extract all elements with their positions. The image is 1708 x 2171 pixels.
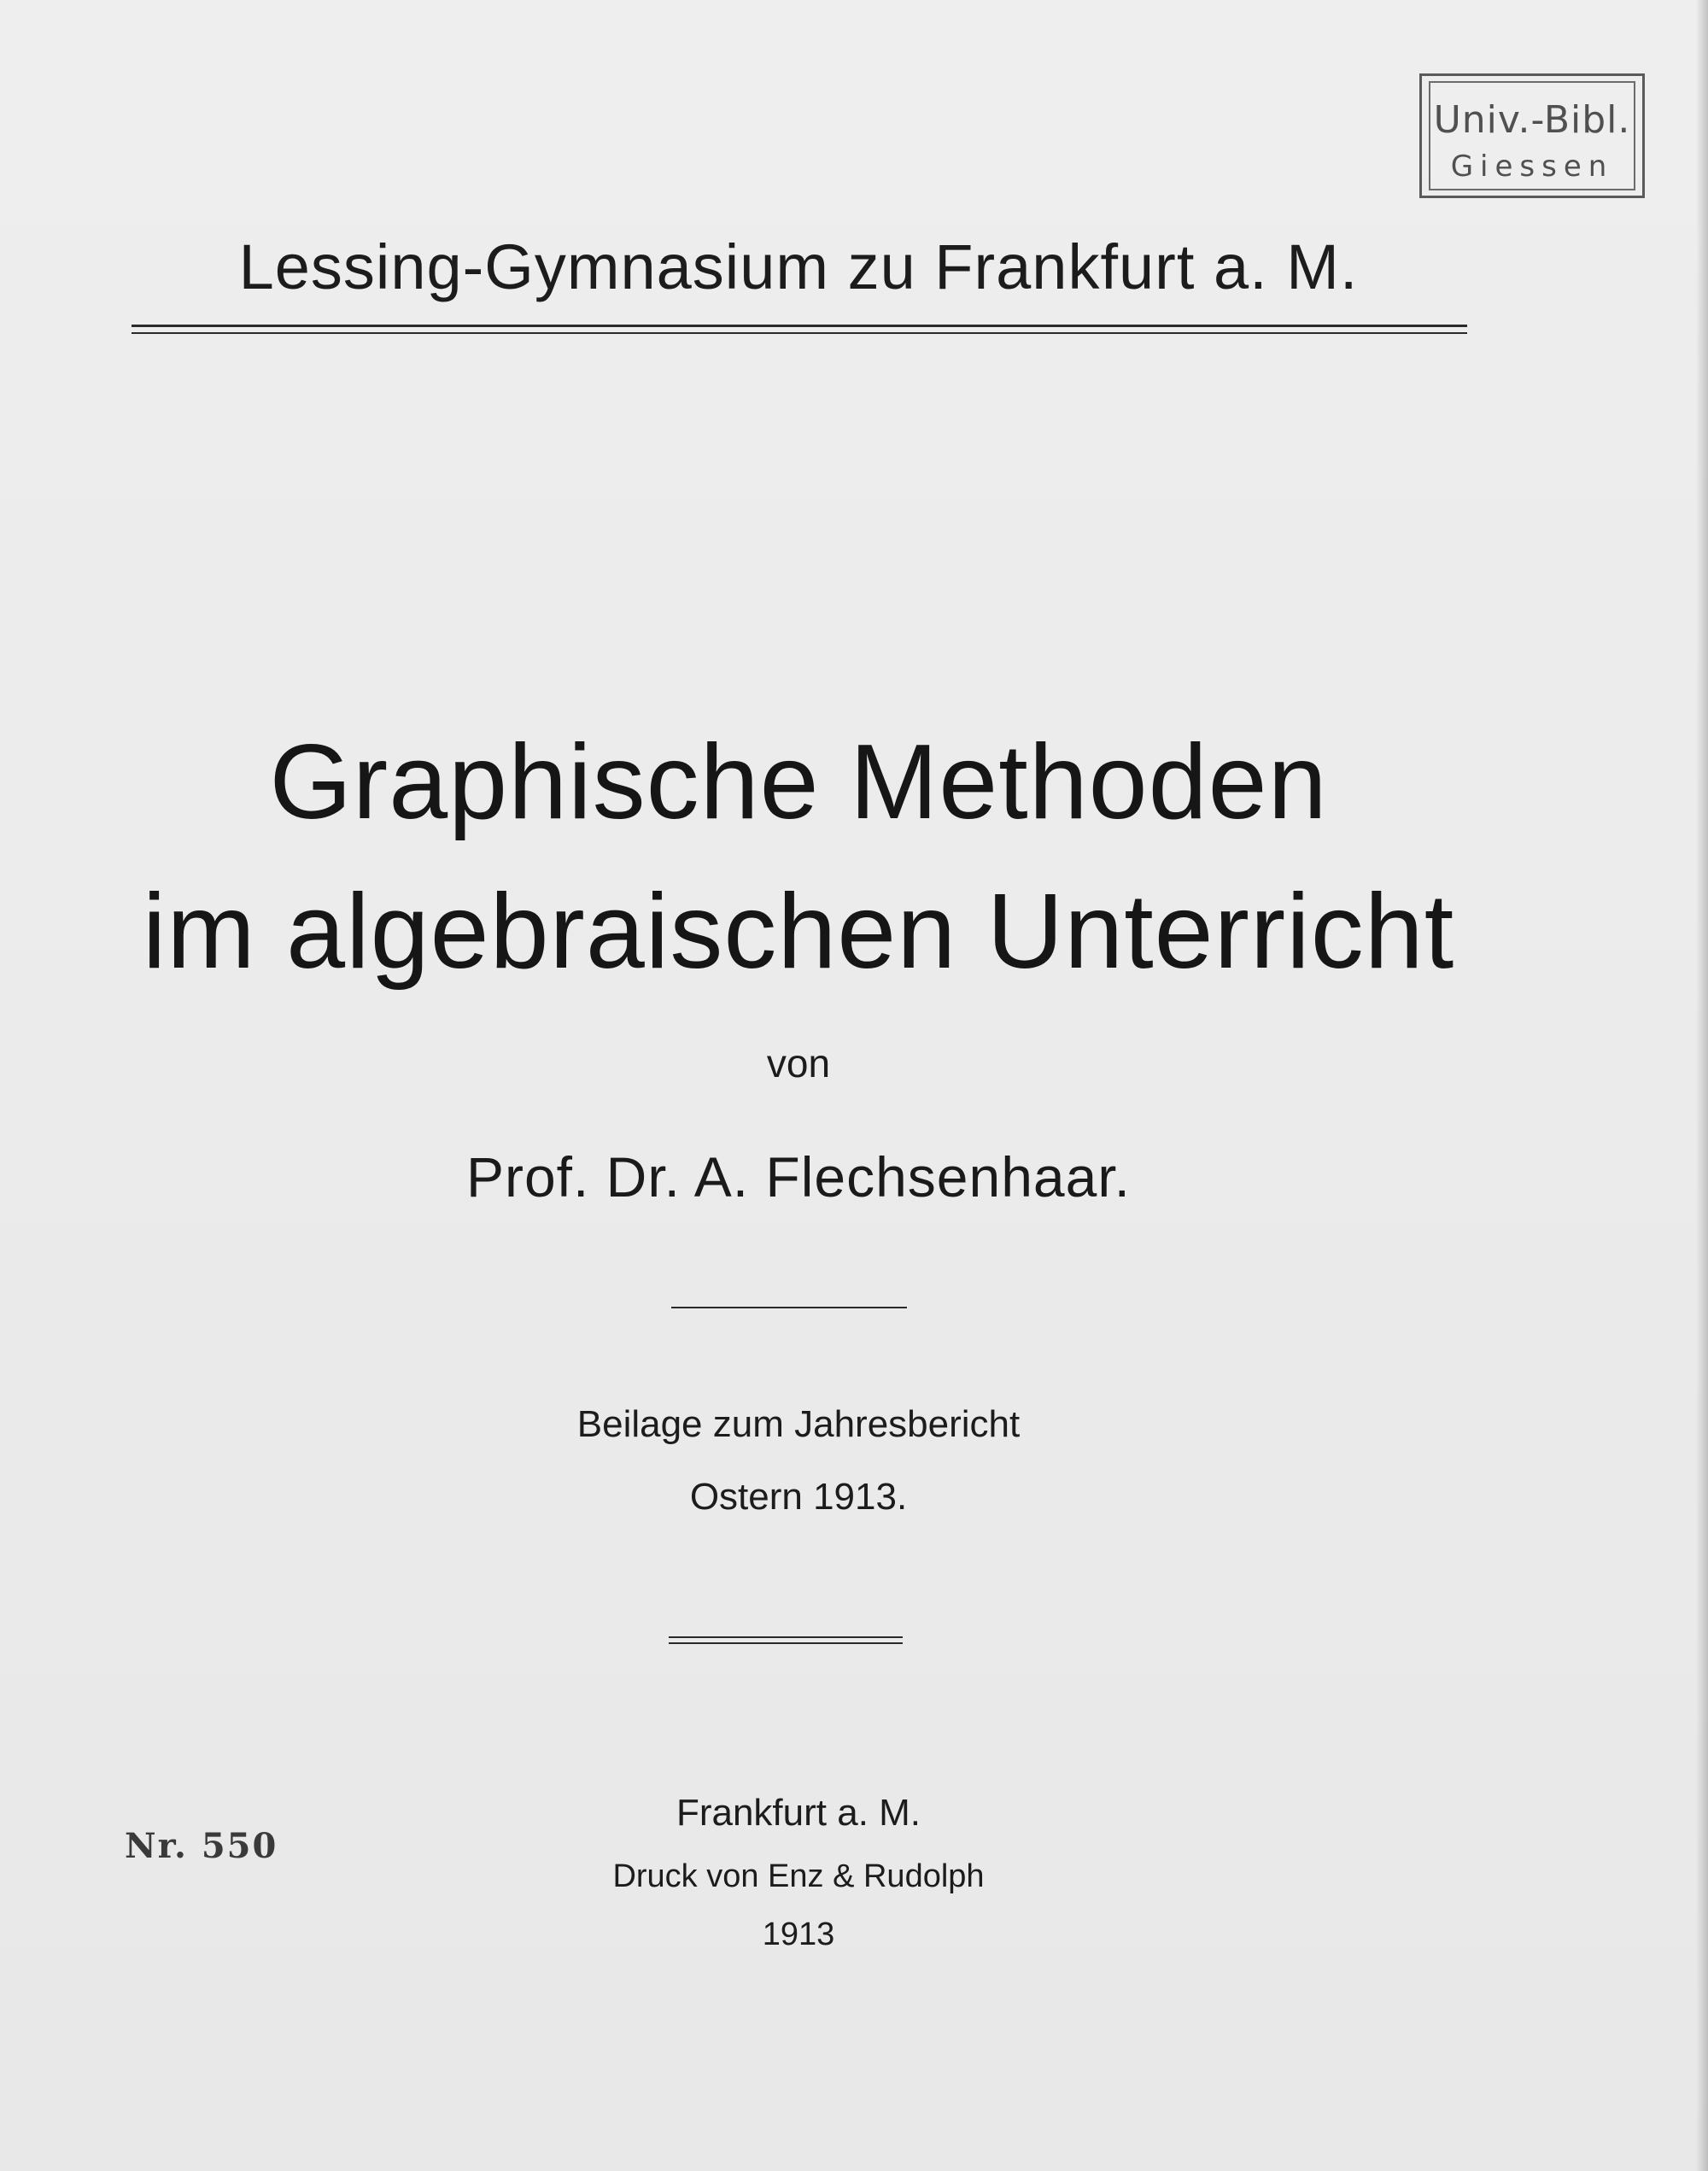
supplement-line-2: Ostern 1913.: [689, 1476, 908, 1518]
catalog-number: Nr. 550: [125, 1826, 278, 1866]
byline-von: von: [766, 1041, 831, 1086]
author-name: Prof. Dr. A. Flechsenhaar.: [465, 1145, 1132, 1208]
imprint-place: Frankfurt a. M.: [676, 1792, 921, 1834]
stamp-city: Giessen: [1450, 149, 1614, 184]
institution-heading: Lessing-Gymnasium zu Frankfurt a. M.: [238, 231, 1359, 302]
library-stamp: [1419, 73, 1645, 198]
imprint-year: 1913: [762, 1916, 835, 1952]
title-line-2: im algebraischen Unterricht: [142, 873, 1455, 991]
stamp-library-name: Univ.-Bibl.: [1433, 98, 1631, 142]
title-line-1: Graphische Methoden: [269, 723, 1328, 841]
supplement-line-1: Beilage zum Jahresbericht: [576, 1403, 1021, 1445]
separator-rule: [671, 1307, 907, 1308]
header-double-rule: [132, 325, 1467, 334]
imprint-printer: Druck von Enz & Rudolph: [612, 1858, 985, 1894]
separator-double-rule: [669, 1636, 903, 1644]
page-edge-shadow: [1696, 0, 1708, 2171]
